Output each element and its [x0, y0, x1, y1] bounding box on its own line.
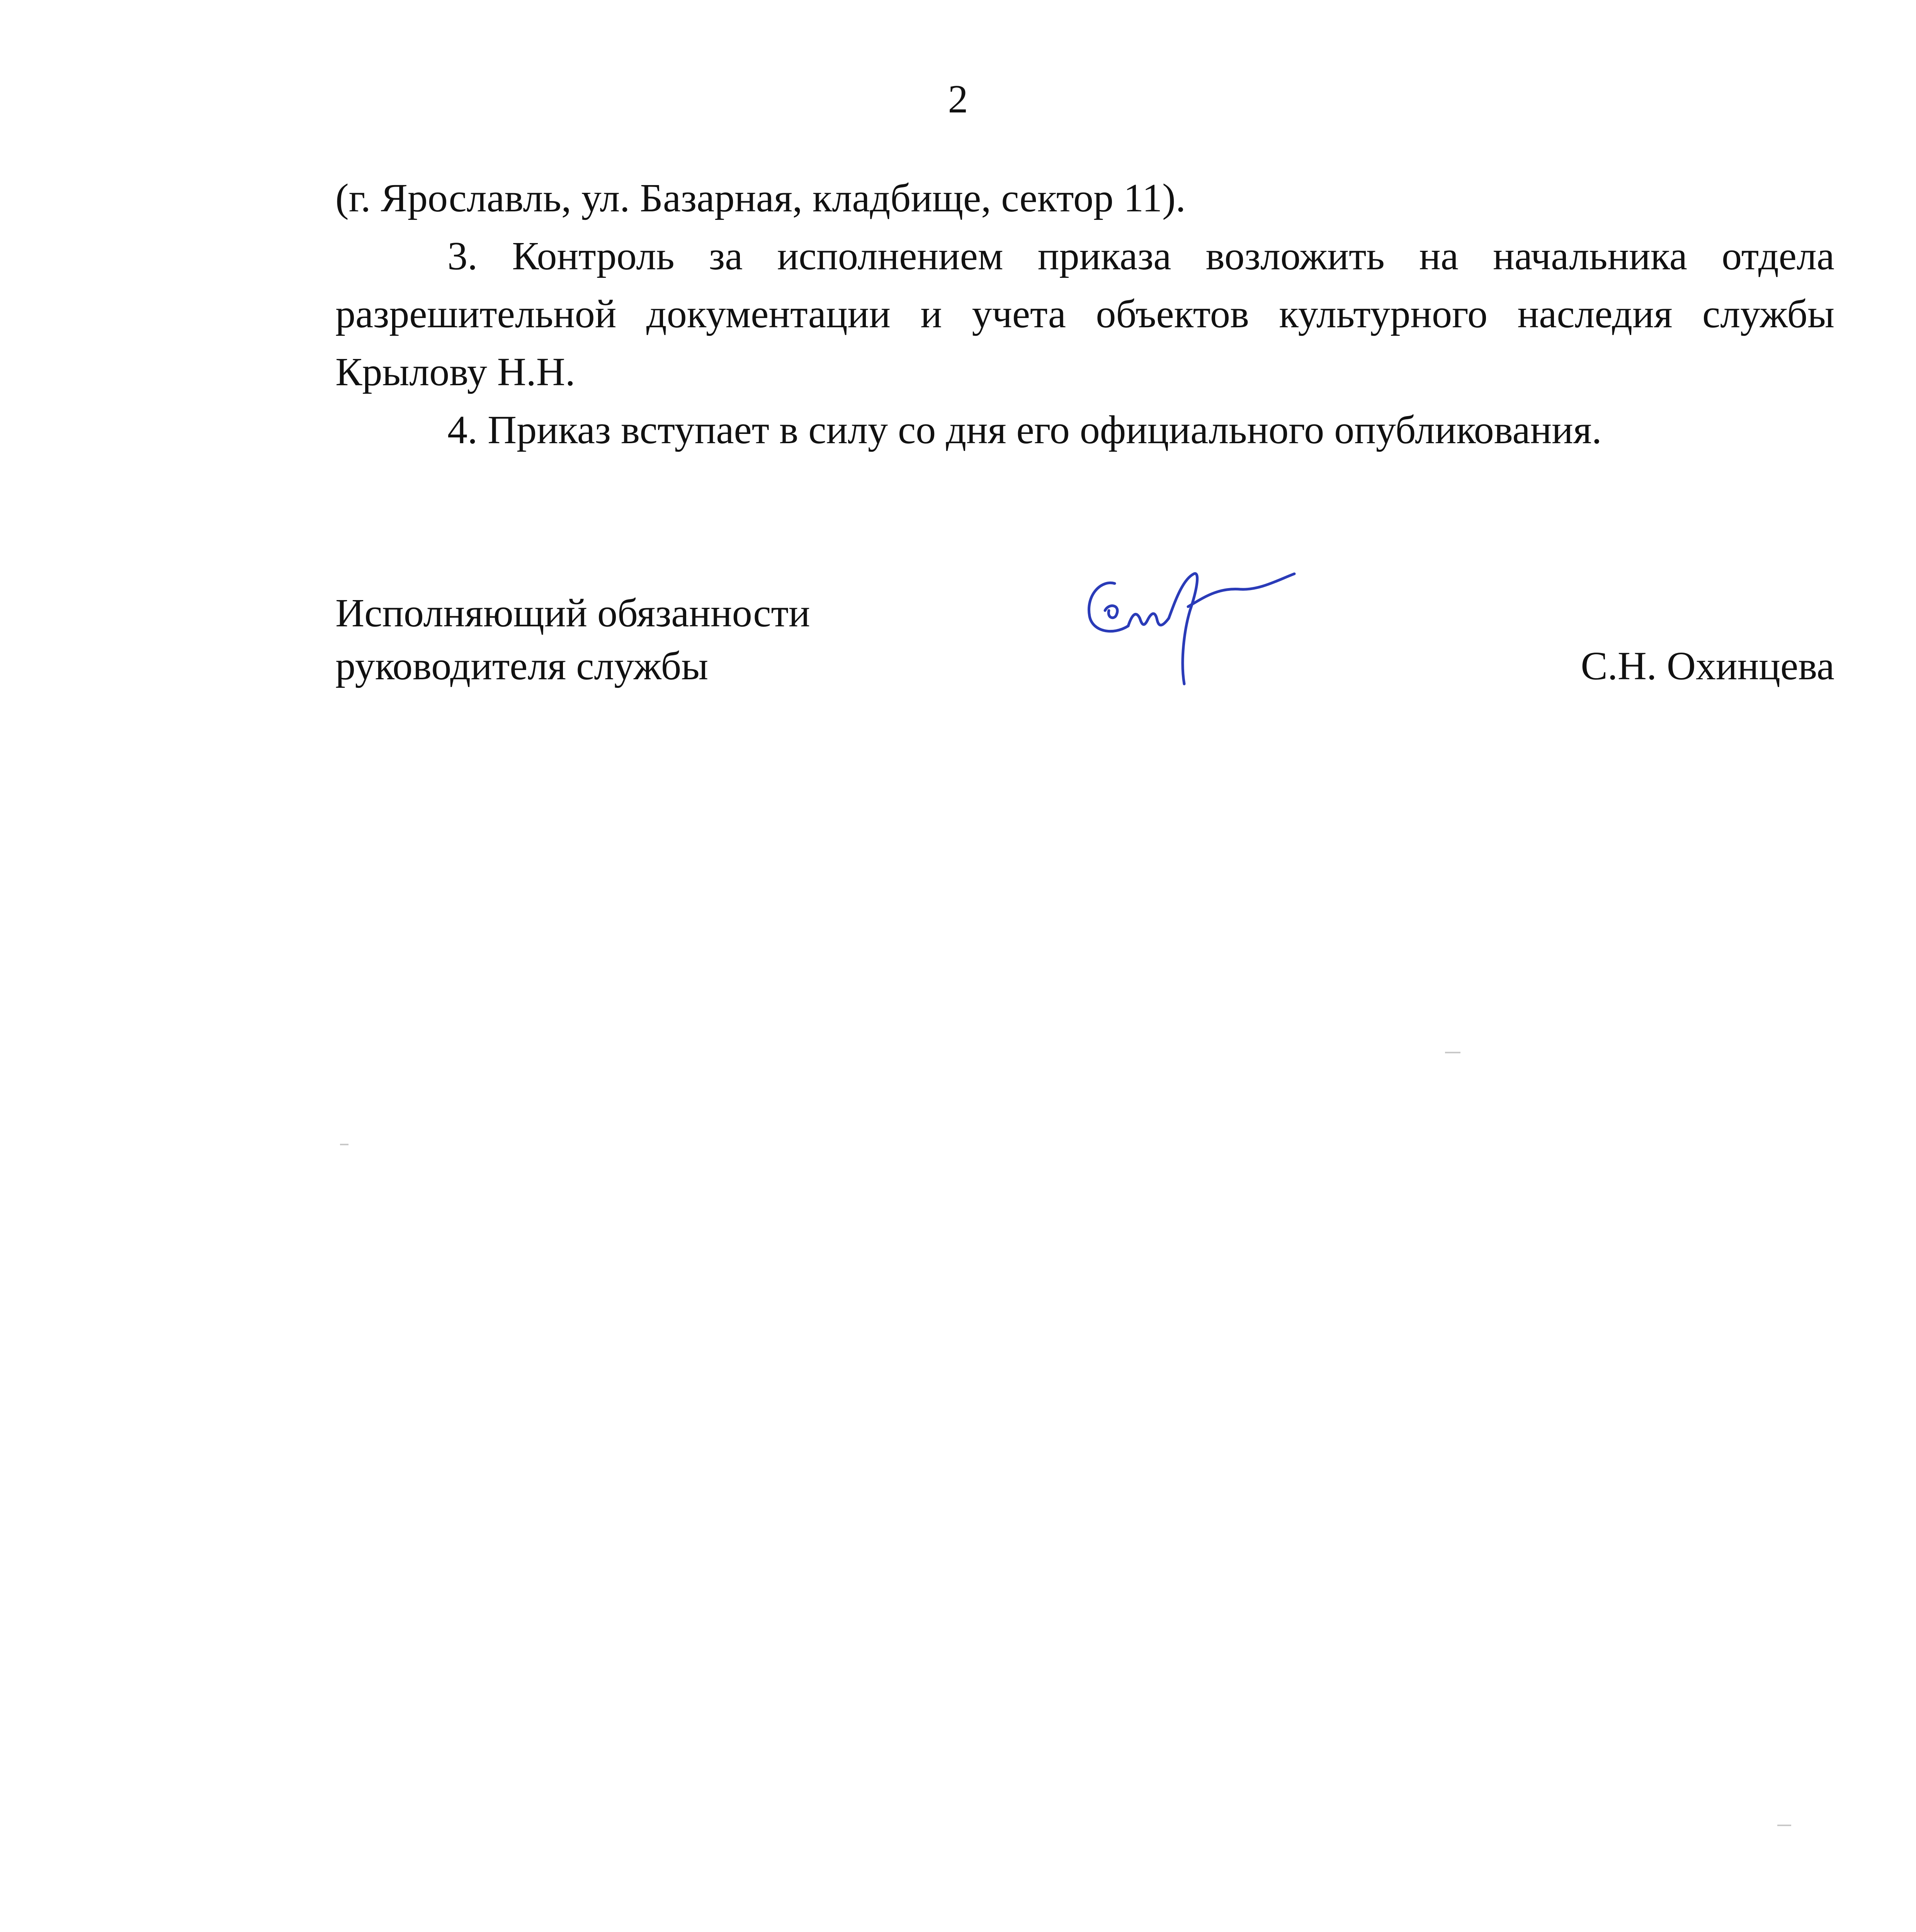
scan-speck	[340, 1144, 349, 1145]
handwritten-signature	[1078, 553, 1318, 699]
signatory-position-line-1: Исполняющий обязанности	[335, 591, 810, 635]
scan-speck	[1777, 1825, 1791, 1826]
clause-4: 4. Приказ вступает в силу со дня его официального опубликования.	[447, 408, 1602, 452]
signatory-position-line-2: руководителя службы	[335, 644, 709, 688]
clause-3: 3. Контроль за исполнением приказа возложить на начальника отдела разрешительной документации и учета объектов культурного наследия службы Крылову Н.Н.	[335, 234, 1834, 394]
page-number: 2	[948, 77, 968, 121]
document-body	[335, 169, 1834, 459]
signatory-position	[335, 587, 810, 692]
address-continuation: (г. Ярославль, ул. Базарная, кладбище, сектор 11).	[335, 176, 1186, 220]
scan-speck	[1445, 1052, 1460, 1053]
signatory-name: С.Н. Охинцева	[1581, 644, 1834, 688]
